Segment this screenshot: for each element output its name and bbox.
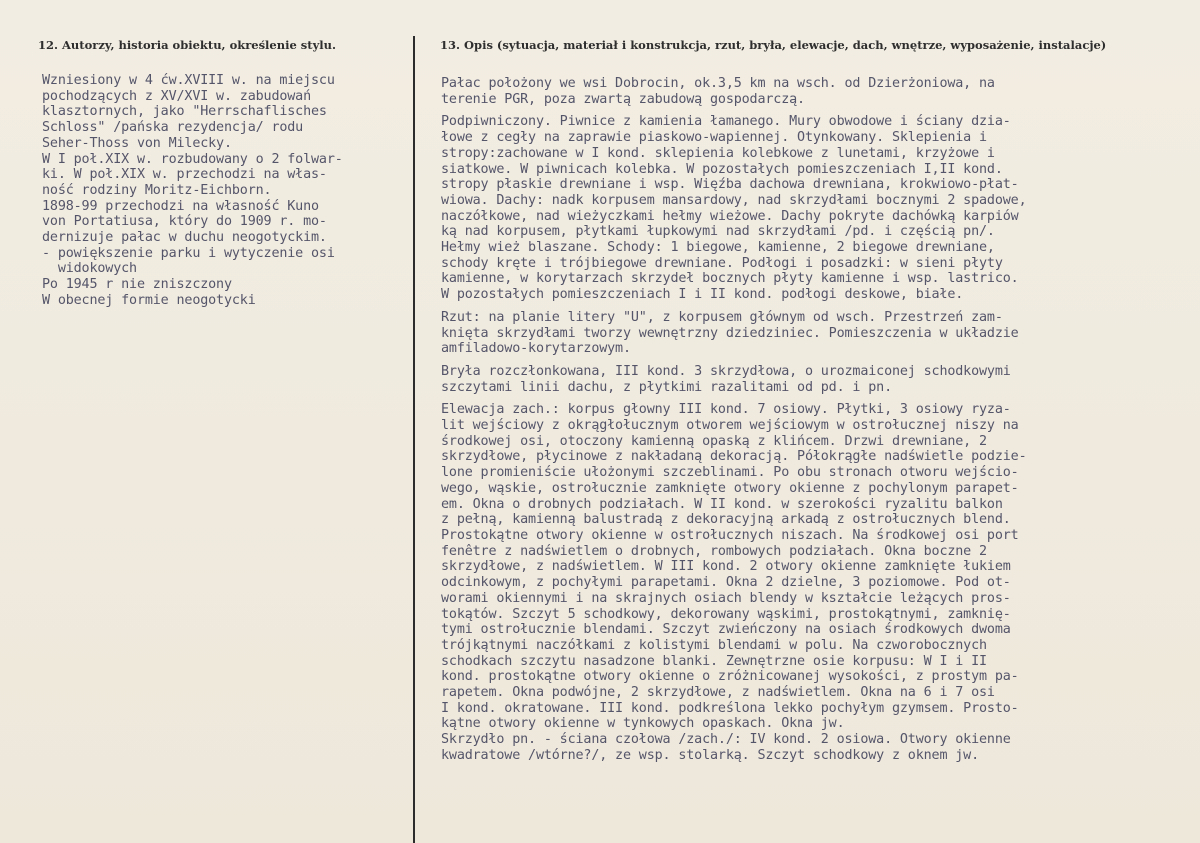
description-line: schody kręte i trójbiegowe drewniane. Podłogi i posadzki: w sieni płyty	[441, 255, 1003, 271]
history-line: Schloss" /pańska rezydencja/ rodu	[42, 120, 304, 136]
description-line: Hełmy wież blaszane. Schody: 1 biegowe, kamienne, 2 biegowe drewniane,	[441, 240, 995, 256]
history-line: klasztornych, jako "Herrschaflisches	[42, 104, 327, 120]
description-line: amfiladowo-korytarzowym.	[441, 341, 631, 357]
description-line: Elewacja zach.: korpus głowny III kond. 7 osiowy. Płytki, 3 osiowy ryza-	[441, 402, 1011, 418]
history-line: ki. W poł.XIX w. przechodzi na włas-	[42, 167, 327, 183]
history-line: pochodzących z XV/XVI w. zabudowań	[42, 88, 312, 104]
description-paragraph	[441, 364, 1197, 395]
description-line: W pozostałych pomieszczeniach I i II kond. podłogi deskowe, białe.	[441, 287, 964, 303]
history-line: widokowych	[42, 261, 137, 277]
description-line: Podpiwniczony. Piwnice z kamienia łamanego. Mury obwodowe i ściany dzia-	[441, 114, 1011, 130]
description-line: tymi ostrołucznie blendami. Szczyt zwieńczony na osiach środkowych dwoma	[441, 622, 1011, 638]
description-line: schodkach szczytu nasadzone blanki. Zewnętrzne osie korpusu: W I i II	[441, 653, 987, 669]
description-line: ką nad korpusem, płytkami łupkowymi nad skrzydłami /pd. i częścią pn/.	[441, 224, 995, 240]
description-line: stropy płaskie drewniane i wsp. Więźba dachowa drewniana, krokwiowo-płat-	[441, 177, 1019, 193]
description-line: I kond. okratowane. III kond. podkreślona lekko pochyłym gzymsem. Prosto-	[441, 700, 1019, 716]
history-line: W obecnej formie neogotycki	[42, 292, 256, 308]
description-line: Skrzydło pn. - ściana czołowa /zach./: IV kond. 2 osiowa. Otwory okienne	[441, 732, 1011, 748]
history-line: - powiększenie parku i wytyczenie osi	[42, 245, 335, 261]
description-line: kond. prostokątne otwory okienne o zróżnicowanej wysokości, z prostym pa-	[441, 669, 1019, 685]
description-line: siatkowe. W piwnicach kolebka. W pozostałych pomieszczeniach I,II kond.	[441, 161, 1003, 177]
description-line: naczółkowe, nad wieżyczkami hełmy wieżowe. Dachy pokryte dachówką karpiów	[441, 208, 1019, 224]
history-line: Wzniesiony w 4 ćw.XVIII w. na miejscu	[42, 73, 335, 88]
history-line: 1898-99 przechodzi na własność Kuno	[42, 198, 319, 214]
description-line: wego, wąskie, ostrołucznie zamknięte otwory okienne z pochylonym parapet-	[441, 480, 1019, 496]
section-12-header: 12. Autorzy, historia obiektu, określenie stylu.	[38, 38, 336, 52]
description-text-column	[441, 76, 1197, 771]
description-line: worami okiennymi i na skrajnych osiach blendy w kształcie leżących pros-	[441, 590, 1011, 606]
description-line: z pełną, kamienną balustradą z dekoracyjną arkadą z ostrołucznych blend.	[441, 512, 1011, 528]
description-line: lit wejściowy z okrągłołucznym otworem wejściowym w ostrołucznej niszy na	[441, 418, 1019, 434]
description-paragraph	[441, 402, 1197, 763]
description-line: skrzydłowe, płycinowe z nakładaną dekoracją. Półokrągłe nadświetle podzie-	[441, 449, 1027, 465]
description-line: tokątów. Szczyt 5 schodkowy, dekorowany wąskimi, prostokątnymi, zamknię-	[441, 606, 1011, 622]
description-line: Bryła rozczłonkowana, III kond. 3 skrzydłowa, o urozmaiconej schodkowymi	[441, 363, 1011, 379]
description-line: trójkątnymi naczółkami z kolistymi blendami w polu. Na czworobocznych	[441, 637, 987, 653]
description-line: lone promieniście ułożonymi szczeblinami. Po obu stronach otworu wejścio-	[441, 465, 1019, 481]
history-line: von Portatiusa, który do 1909 r. mo-	[42, 214, 327, 230]
section-13-header: 13. Opis (sytuacja, materiał i konstrukcja, rzut, bryła, elewacje, dach, wnętrze, wyposażenie, instalacje)	[440, 38, 1107, 52]
description-line: Rzut: na planie litery "U", z korpusem głównym od wsch. Przestrzeń zam-	[441, 309, 1003, 325]
history-line: W I poł.XIX w. rozbudowany o 2 folwar-	[42, 151, 343, 167]
description-line: kwadratowe /wtórne?/, ze wsp. stolarką. Szczyt schodkowy z oknem jw.	[441, 747, 980, 763]
description-paragraph	[441, 310, 1197, 357]
description-line: wiowa. Dachy: nadk korpusem mansardowy, nad skrzydłami bocznymi 2 spadowe,	[441, 192, 1027, 208]
description-line: kamienne, w korytarzach skrzydeł bocznych płyty kamienne i wsp. lastrico.	[441, 271, 1019, 287]
history-line: ność rodziny Moritz-Eichborn.	[42, 182, 272, 198]
description-line: rapetem. Okna podwójne, 2 skrzydłowe, z nadświetlem. Okna na 6 i 7 osi	[441, 685, 995, 701]
description-line: łowe z cegły na zaprawie piaskowo-wapiennej. Otynkowany. Sklepienia i	[441, 130, 987, 146]
description-line: kątne otwory okienne w tynkowych opaskach. Okna jw.	[441, 716, 845, 732]
description-paragraph	[441, 76, 1197, 107]
description-line: odcinkowym, z pochyłymi parapetami. Okna 2 dzielne, 3 poziomowe. Pod ot-	[441, 575, 1011, 591]
history-line: Po 1945 r nie zniszczony	[42, 277, 232, 293]
description-line: terenie PGR, poza zwartą zabudową gospodarczą.	[441, 91, 805, 107]
history-text-column	[42, 73, 422, 309]
history-line: dernizuje pałac w duchu neogotyckim.	[42, 230, 327, 246]
description-line: Pałac położony we wsi Dobrocin, ok.3,5 km na wsch. od Dzierżoniowa, na	[441, 76, 995, 91]
description-line: em. Okna o drobnych podziałach. W II kond. w szerokości ryzalitu balkon	[441, 496, 1003, 512]
history-line: Seher-Thoss von Milecky.	[42, 135, 232, 151]
description-line: szczytami linii dachu, z płytkimi razalitami od pd. i pn.	[441, 379, 892, 395]
description-paragraph	[441, 114, 1197, 302]
description-line: skrzydłowe, z nadświetlem. W III kond. 2 otwory okienne zamknięte łukiem	[441, 559, 1011, 575]
description-line: stropy:zachowane w I kond. sklepienia kolebkowe z lunetami, krzyżowe i	[441, 145, 995, 161]
description-line: fenêtre z nadświetlem o drobnych, rombowych podziałach. Okna boczne 2	[441, 543, 987, 559]
description-line: środkowej osi, otoczony kamienną opaską z klińcem. Drzwi drewniane, 2	[441, 433, 987, 449]
description-line: knięta skrzydłami tworzy wewnętrzny dziedziniec. Pomieszczenia w układzie	[441, 325, 1019, 341]
description-line: Prostokątne otwory okienne w ostrołucznych niszach. Na środkowej osi port	[441, 527, 1019, 543]
